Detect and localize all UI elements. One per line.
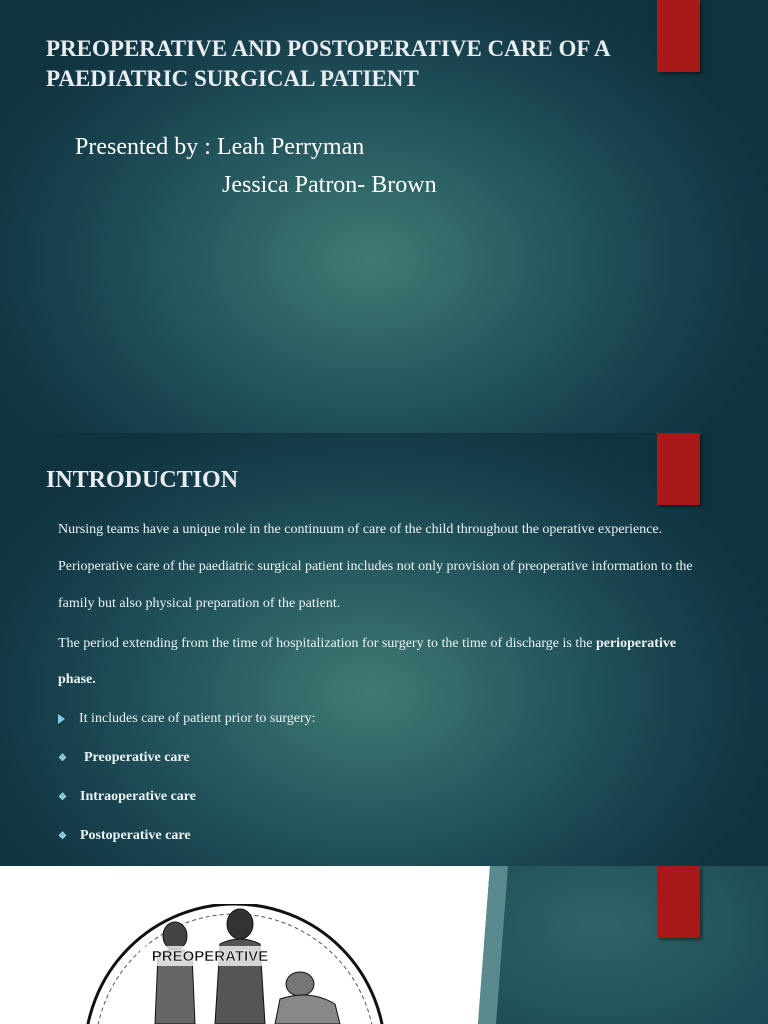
paragraph-3-text: The period extending from the time of hospitalization for surgery to the time of discharge is the — [58, 636, 593, 651]
list-item — [58, 828, 191, 844]
accent-bar — [657, 433, 700, 505]
presenter-line-2: Jessica Patron- Brown — [222, 172, 437, 198]
slide-title: PREOPERATIVE AND POSTOPERATIVE CARE OF A PAEDIATRIC SURGICAL PATIENT — [46, 36, 610, 91]
preoperative-emblem-image — [70, 904, 410, 1024]
list-item — [58, 750, 190, 766]
list-item-text: Preoperative care — [84, 750, 190, 765]
paragraph-1: Nursing teams have a unique role in the continuum of care of the child throughout the operative experience. — [58, 522, 663, 537]
list-item — [58, 789, 196, 805]
presenter-line-1: Presented by : Leah Perryman — [75, 134, 365, 160]
accent-bar — [657, 0, 700, 72]
diamond-bullet-icon: ❖ — [58, 791, 67, 803]
paragraph-2-line-1: Perioperative care of the paediatric surgical patient includes not only provision of preoperative information to the — [58, 559, 693, 574]
paragraph-3-line-2: phase. — [58, 672, 96, 687]
list-item-text: Postoperative care — [80, 828, 191, 843]
slide-heading: INTRODUCTION — [46, 467, 239, 493]
diamond-bullet-icon: ❖ — [58, 752, 67, 764]
introduction-slide — [0, 433, 768, 866]
accent-bar — [657, 866, 700, 938]
paragraph-3-bold: perioperative — [595, 636, 677, 651]
list-item-text: Intraoperative care — [80, 789, 196, 804]
bullet-intro — [58, 711, 316, 727]
image-slide — [0, 866, 768, 1024]
emblem-text: PREOPERATIVE — [151, 948, 269, 965]
bullet-intro-text: It includes care of patient prior to surgery: — [79, 711, 316, 726]
triangle-bullet-icon — [58, 714, 65, 724]
paragraph-2-line-2: family but also physical preparation of the patient. — [58, 596, 341, 611]
paragraph-3-line-1 — [58, 636, 708, 652]
title-slide — [0, 0, 768, 433]
diamond-bullet-icon: ❖ — [58, 830, 67, 842]
